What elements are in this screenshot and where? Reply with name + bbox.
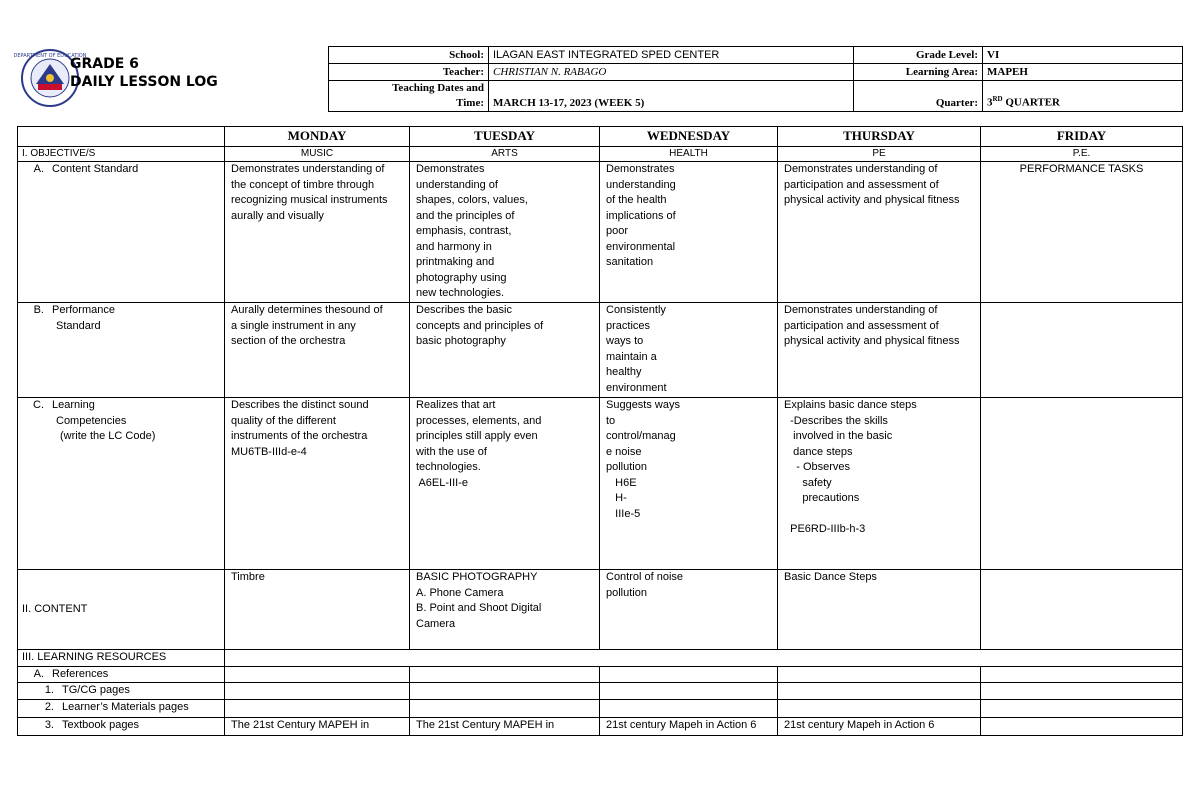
cell-line: - Observes <box>784 461 851 473</box>
quarter-value <box>983 81 1183 112</box>
subject-wednesday: HEALTH <box>600 147 778 162</box>
cell-line: section of the orchestra <box>231 335 346 347</box>
cell-line: with the use of <box>416 445 487 458</box>
performance-standard-letter: B. <box>33 304 44 316</box>
ps-friday <box>981 303 1183 398</box>
textbook-tuesday: The 21st Century MAPEH in <box>410 717 600 735</box>
references-label <box>18 666 225 683</box>
textbook-thursday: 21st century Mapeh in Action 6 <box>778 717 981 735</box>
school-value: ILAGAN EAST INTEGRATED SPED CENTER <box>489 47 854 64</box>
day-friday: FRIDAY <box>981 127 1183 147</box>
performance-standard-row <box>18 303 1183 398</box>
grade-level-value: VI <box>983 47 1183 64</box>
cell-line: shapes, colors, values, <box>416 194 528 206</box>
title-grade: GRADE 6 <box>70 56 139 72</box>
content-friday <box>981 570 1183 650</box>
cell-line: poor <box>606 225 629 237</box>
cell-line: photography using <box>416 271 507 284</box>
learning-resources-label: III. LEARNING RESOURCES <box>18 650 225 667</box>
svg-text:DEPARTMENT OF EDUCATION: DEPARTMENT OF EDUCATION <box>13 53 87 59</box>
cell-line: of the health <box>606 194 667 206</box>
cell-line: concepts and principles of <box>416 319 544 332</box>
learning-competencies-row <box>18 398 1183 570</box>
cs-thursday <box>778 162 981 303</box>
cell-line: healthy <box>606 366 642 378</box>
cell-line: -Describes the skills <box>784 414 888 427</box>
tg-pages-text: TG/CG pages <box>62 684 130 696</box>
lesson-log-table <box>17 126 1183 736</box>
cell-line: new technologies. <box>416 287 505 299</box>
day-tuesday: TUESDAY <box>410 127 600 147</box>
header-info-table <box>328 46 1183 112</box>
lc-line3: (write the LC Code) <box>60 430 156 442</box>
subject-row <box>18 147 1183 162</box>
lm-pages-row <box>18 699 1183 717</box>
tg-pages-label <box>18 683 225 700</box>
day-thursday: THURSDAY <box>778 127 981 147</box>
quarter-word: QUARTER <box>1002 97 1060 109</box>
content-standard-label <box>18 162 225 303</box>
cell-line: implications of <box>606 209 676 222</box>
learning-area-value: MAPEH <box>983 64 1183 81</box>
cell-line: the concept of timbre through <box>231 178 375 191</box>
cell-line: environment <box>606 381 667 394</box>
lc-wednesday <box>600 398 778 570</box>
ps-monday <box>225 303 410 398</box>
learning-resources-span <box>225 650 1183 667</box>
cell-line: sanitation <box>606 256 654 268</box>
cell-line: environmental <box>606 240 676 253</box>
lc-line1: Learning <box>52 399 95 411</box>
content-monday <box>225 570 410 650</box>
learning-resources-row <box>18 650 1183 667</box>
lc-line2: Competencies <box>56 414 127 427</box>
textbook-pages-label <box>18 717 225 735</box>
cell-line: MU6TB-IIId-e-4 <box>231 445 307 458</box>
performance-standard-label <box>18 303 225 398</box>
content-tuesday <box>410 570 600 650</box>
lc-letter: C. <box>33 399 44 411</box>
content-thursday <box>778 570 981 650</box>
day-header-row <box>18 127 1183 147</box>
cell-line: Control of noise <box>606 571 684 583</box>
cell-line: A. Phone Camera <box>416 586 504 599</box>
content-wednesday <box>600 570 778 650</box>
teacher-value: CHRISTIAN N. RABAGO <box>489 64 854 81</box>
cell-line: pollution <box>606 461 647 473</box>
lc-friday <box>981 398 1183 570</box>
cell-line: physical activity and physical fitness <box>784 194 960 206</box>
cell-line: involved in the basic <box>784 430 893 442</box>
cell-line: Consistently <box>606 304 666 316</box>
school-label: School: <box>329 47 489 64</box>
cell-line: processes, elements, and <box>416 414 542 427</box>
cell-line: Demonstrates <box>606 163 675 175</box>
references-row <box>18 666 1183 683</box>
textbook-pages-text: Textbook pages <box>62 718 140 731</box>
cell-line: Demonstrates understanding of <box>784 163 938 175</box>
references-letter: A. <box>33 667 44 680</box>
teacher-label: Teacher: <box>329 64 489 81</box>
subject-thursday: PE <box>778 147 981 162</box>
cell-line: B. Point and Shoot Digital <box>416 602 542 614</box>
cell-line: maintain a <box>606 350 657 363</box>
cell-line: Describes the basic <box>416 304 512 316</box>
corner-cell <box>18 127 225 147</box>
content-standard-letter: A. <box>33 163 44 175</box>
day-monday: MONDAY <box>225 127 410 147</box>
cell-line: physical activity and physical fitness <box>784 335 960 347</box>
cell-line: A6EL-III-e <box>416 476 468 489</box>
textbook-pages-num: 3. <box>44 718 54 731</box>
cell-line: precautions <box>784 492 860 504</box>
lm-pages-num: 2. <box>44 700 54 713</box>
subject-friday: P.E. <box>981 147 1183 162</box>
cell-line: participation and assessment of <box>784 178 939 191</box>
dates-label <box>329 81 489 112</box>
cell-line: emphasis, contrast, <box>416 225 512 237</box>
content-row <box>18 570 1183 650</box>
cell-line: quality of the different <box>231 414 336 427</box>
cell-line: understanding of <box>416 178 498 191</box>
ps-tuesday <box>410 303 600 398</box>
cell-line: IIIe-5 <box>606 507 641 520</box>
cell-line: understanding <box>606 178 676 191</box>
cell-line: instruments of the orchestra <box>231 430 368 442</box>
cell-line: Realizes that art <box>416 399 496 411</box>
cell-line: PE6RD-IIIb-h-3 <box>784 523 866 535</box>
content-standard-text: Content Standard <box>52 163 139 175</box>
cell-line: Demonstrates understanding of <box>231 163 385 175</box>
cell-line: control/manag <box>606 430 676 442</box>
cell-line: and the principles of <box>416 209 515 222</box>
performance-standard-line2: Standard <box>56 319 101 332</box>
content-label: II. CONTENT <box>18 570 225 650</box>
cell-line: technologies. <box>416 461 481 473</box>
cell-line: Demonstrates understanding of <box>784 304 938 316</box>
references-text: References <box>52 667 109 680</box>
tg-pages-row <box>18 683 1183 700</box>
quarter-label: Quarter: <box>854 81 983 112</box>
cell-line: recognizing musical instruments <box>231 194 388 206</box>
cell-line: Suggests ways <box>606 399 680 411</box>
cell-line: pollution <box>606 586 647 599</box>
content-standard-row <box>18 162 1183 303</box>
cell-line: practices <box>606 319 651 332</box>
lm-pages-text: Learner’s Materials pages <box>62 700 189 713</box>
cell-line: basic photography <box>416 335 506 347</box>
cell-line: Explains basic dance steps <box>784 399 917 411</box>
cell-line <box>784 507 974 523</box>
cell-line: to <box>606 414 616 427</box>
cell-line: H6E <box>606 476 637 489</box>
lc-tuesday <box>410 398 600 570</box>
subject-monday: MUSIC <box>225 147 410 162</box>
dates-label-line2: Time: <box>456 97 484 109</box>
cell-line: a single instrument in any <box>231 319 356 332</box>
learning-area-label: Learning Area: <box>854 64 983 81</box>
cell-line: Describes the distinct sound <box>231 399 369 411</box>
performance-standard-line1: Performance <box>52 304 115 316</box>
cell-line: and harmony in <box>416 240 492 253</box>
ps-thursday <box>778 303 981 398</box>
cell-line: BASIC PHOTOGRAPHY <box>416 571 538 583</box>
cs-monday <box>225 162 410 303</box>
cell-line: participation and assessment of <box>784 319 939 332</box>
textbook-monday: The 21st Century MAPEH in <box>225 717 410 735</box>
ps-wednesday <box>600 303 778 398</box>
textbook-wednesday: 21st century Mapeh in Action 6 <box>600 717 778 735</box>
dates-value: MARCH 13-17, 2023 (WEEK 5) <box>489 81 854 112</box>
cell-line: aurally and visually <box>231 209 324 222</box>
title-dll: DAILY LESSON LOG <box>70 74 218 90</box>
cell-line: Aurally determines thesound of <box>231 304 383 316</box>
day-wednesday: WEDNESDAY <box>600 127 778 147</box>
lm-pages-label <box>18 699 225 717</box>
cs-friday <box>981 162 1183 303</box>
cell-line: Demonstrates <box>416 163 485 175</box>
cell-line: safety <box>784 476 832 489</box>
cell-line: Basic Dance Steps <box>784 571 877 583</box>
cs-wednesday <box>600 162 778 303</box>
learning-competencies-label <box>18 398 225 570</box>
quarter-sup: RD <box>992 95 1003 104</box>
lc-monday <box>225 398 410 570</box>
dates-label-line1: Teaching Dates and <box>392 82 484 94</box>
cell-line: ways to <box>606 335 644 347</box>
cell-line: e noise <box>606 445 642 458</box>
textbook-pages-row <box>18 717 1183 735</box>
textbook-friday <box>981 717 1183 735</box>
cell-line: principles still apply even <box>416 430 538 442</box>
cs-tuesday <box>410 162 600 303</box>
objectives-label: I. OBJECTIVE/S <box>18 147 225 162</box>
quarter-num: 3 <box>987 97 993 109</box>
cell-line: H- <box>606 492 627 504</box>
subject-tuesday: ARTS <box>410 147 600 162</box>
grade-level-label: Grade Level: <box>854 47 983 64</box>
tg-pages-num: 1. <box>44 684 54 696</box>
cell-line: Timbre <box>231 571 265 583</box>
lc-thursday <box>778 398 981 570</box>
cell-line: PERFORMANCE TASKS <box>1019 163 1144 175</box>
cell-line: Camera <box>416 617 456 630</box>
cell-line: printmaking and <box>416 256 495 268</box>
cell-line: dance steps <box>784 445 853 458</box>
